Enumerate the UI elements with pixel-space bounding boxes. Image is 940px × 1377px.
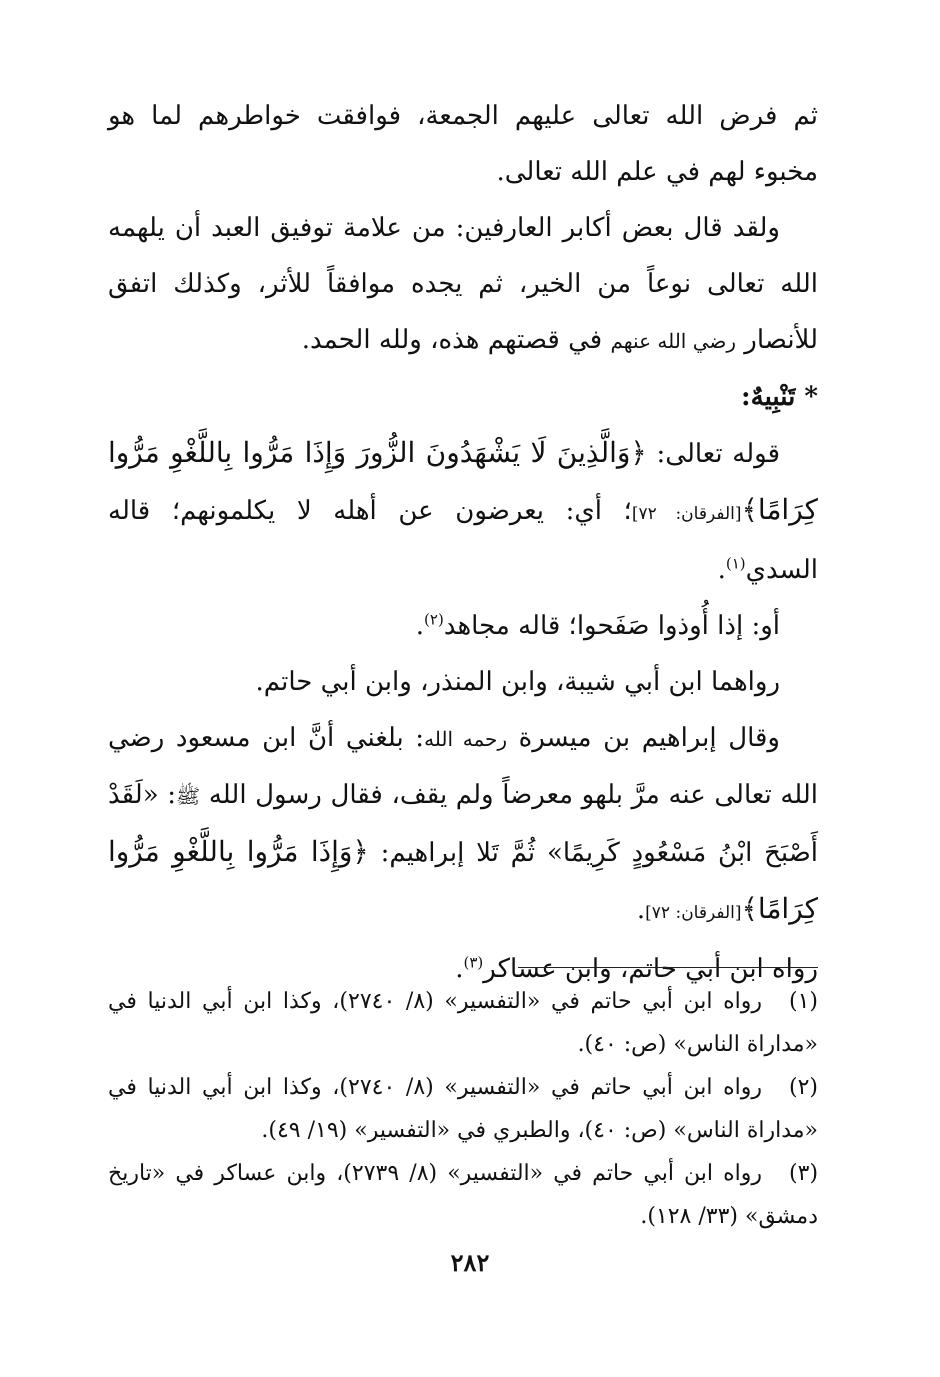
honorific-symbol: رحمه الله [424,727,508,751]
line-mujahid [108,598,818,654]
footnote-marker[interactable]: (١) [725,554,746,573]
footnote-text: رواه ابن أبي حاتم في «التفسير» (٨/ ٢٧٤٠)، وكذا ابن أبي الدنيا في «مداراة الناس» (ص: ٤٠)، والطبري في «التفسير» (١٩/ ٤٩). [108,1075,818,1143]
paragraph-text-mid: : بلغني أنَّ ابن مسعود رضي الله تعالى عنه مرَّ بلهو معرضاً ولم يقف، فقال رسول الله [108,723,819,810]
footnote-item [108,980,818,1066]
footnote-separator [518,967,818,968]
footnote-text: رواه ابن أبي حاتم في «التفسير» (٨/ ٢٧٣٩)، وابن عساكر في «تاريخ دمشق» (٣٣/ ١٢٨). [108,1161,818,1229]
full-stop: . [717,555,726,585]
salawat-symbol: ﷺ [176,784,201,808]
footnote-marker[interactable]: (٢) [424,610,444,629]
footnote-text: رواه ابن أبي حاتم في «التفسير» (٨/ ٢٧٤٠)، وكذا ابن أبي الدنيا في «مداراة الناس» (ص: ٤٠). [108,989,818,1057]
footnote-number: (٣) [789,1161,819,1186]
footnote-number: (٢) [788,1075,818,1100]
paragraph-friday [108,88,818,200]
paragraph-text: ولقد قال بعض أكابر العارفين: من علامة توفيق العبد أن يلهمه الله تعالى نوعاً من الخير، ثم يجده موافقاً للأثر، وكذلك اتفق للأنصار [108,213,818,355]
honorific-symbol: رضي الله عنهم [610,329,737,353]
footnote-marker[interactable]: (٣) [463,953,484,972]
line-text: أو: إذا أُوذوا صَفَحوا؛ قاله مجاهد [443,611,780,641]
verse-citation: [الفرقان: ٧٢] [645,903,742,923]
paragraph-text: ثم فرض الله تعالى عليهم الجمعة، فوافقت خواطرهم لما هو مخبوء لهم في علم الله تعالى. [108,101,818,187]
line-rawahuma: رواهما ابن أبي شيبة، وابن المنذر، وابن أبي حاتم. [255,667,780,697]
paragraph-text-end: في قصتهم هذه، ولله الحمد. [301,325,603,355]
footnote-item [108,1152,818,1238]
paragraph-arifin [108,200,818,369]
paragraph-text: قوله تعالى: [656,439,781,469]
line-text: رواه ابن أبي حاتم، وابن عساكر [483,954,818,984]
footnotes [108,980,818,1238]
paragraph-text: وقال إبراهيم بن ميسرة [518,723,780,753]
full-stop: . [455,954,464,984]
footnote-number: (١) [788,989,818,1014]
page-number: ٢٨٢ [450,1248,490,1277]
verse-citation: [الفرقان: ٧٢] [631,504,742,524]
paragraph-text-end: ؛ أي: يعرضون عن أهله لا يكلمونهم؛ قاله السدي [108,496,818,585]
section-heading: * تَنْبِيهٌ: [741,382,818,412]
full-stop: . [636,895,646,925]
paragraph-verse [108,425,818,598]
footnote-item [108,1066,818,1152]
hadith-quote: : «لَقَدْ أَصْبَحَ ابْنُ مَسْعُودٍ كَرِيمًا» ثُمَّ تَلا إبراهيم: [108,780,819,868]
full-stop: . [415,611,425,641]
quran-verse: ﴿وَالَّذِينَ لَا يَشْهَدُونَ الزُّورَ وَإِذَا مَرُّوا بِاللَّغْوِ مَرُّوا كِرَامًا﴾ [108,436,818,526]
paragraph-ibrahim [108,710,818,941]
main-text [108,88,818,997]
quran-verse: ﴿وَإِذَا مَرُّوا بِاللَّغْوِ مَرُّوا كِرَامًا﴾ [108,835,818,925]
